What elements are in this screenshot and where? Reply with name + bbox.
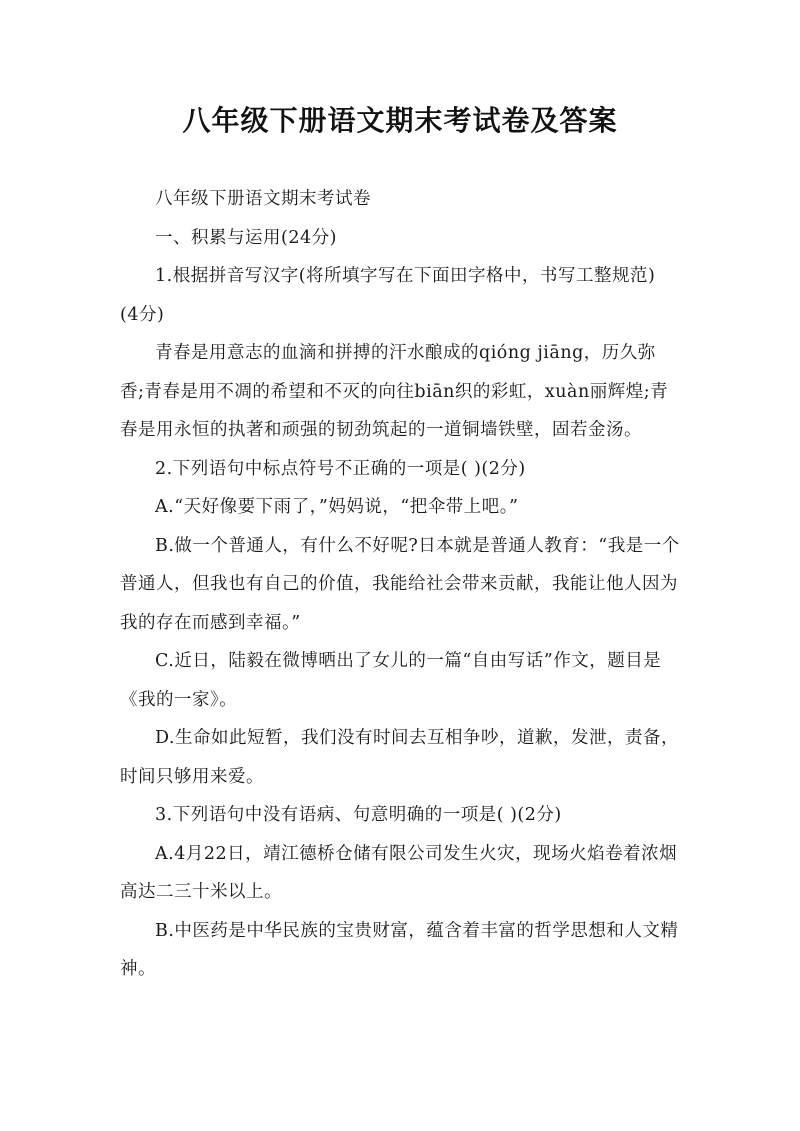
paragraph-section-heading: 一、积累与运用(24分) bbox=[155, 227, 337, 248]
paragraph-option-2d: D.生命如此短暂，我们没有时间去互相争吵，道歉，发泄，责备，时间只够用来爱。 bbox=[120, 728, 679, 787]
paragraph-question-3: 3.下列语句中没有语病、句意明确的一项是( )(2分) bbox=[155, 805, 562, 825]
paragraph-question-1: 1.根据拼音写汉字(将所填字写在下面田字格中，书写工整规范) (4分) bbox=[120, 266, 656, 325]
document-body bbox=[120, 180, 680, 989]
paragraph-option-2a: A.“天好像要下雨了，”妈妈说，“把伞带上吧。” bbox=[155, 497, 519, 517]
paragraph-subtitle: 八年级下册语文期末考试卷 bbox=[155, 189, 371, 209]
paragraph-option-3b: B.中医药是中华民族的宝贵财富，蕴含着丰富的哲学思想和人文精神。 bbox=[120, 920, 679, 979]
paragraph-question-1-text: 青春是用意志的血滴和拼搏的汗水酿成的qióng jiāng，历久弥香;青春是用不凋的希望和不灭的向往biān织的彩虹，xuàn丽辉煌;青春是用永恒的执著和顽强的韧劲筑起的一道铜墙铁壁，固若金汤。 bbox=[120, 343, 669, 440]
document-title: 八年级下册语文期末考试卷及答案 bbox=[182, 104, 618, 137]
paragraph-option-2b: B.做一个普通人，有什么不好呢?日本就是普通人教育：“我是一个普通人，但我也有自己的价值，我能给社会带来贡献，我能让他人因为我的存在而感到幸福。” bbox=[120, 535, 680, 633]
paragraph-question-2: 2.下列语句中标点符号不正确的一项是( )(2分) bbox=[155, 458, 526, 479]
paragraph-option-2c: C.近日，陆毅在微博晒出了女儿的一篇“自由写话”作文，题目是《我的一家》。 bbox=[120, 651, 662, 710]
paragraph-option-3a: A.4月22日，靖江德桥仓储有限公司发生火灾，现场火焰卷着浓烟高达二三十米以上。 bbox=[120, 843, 678, 902]
